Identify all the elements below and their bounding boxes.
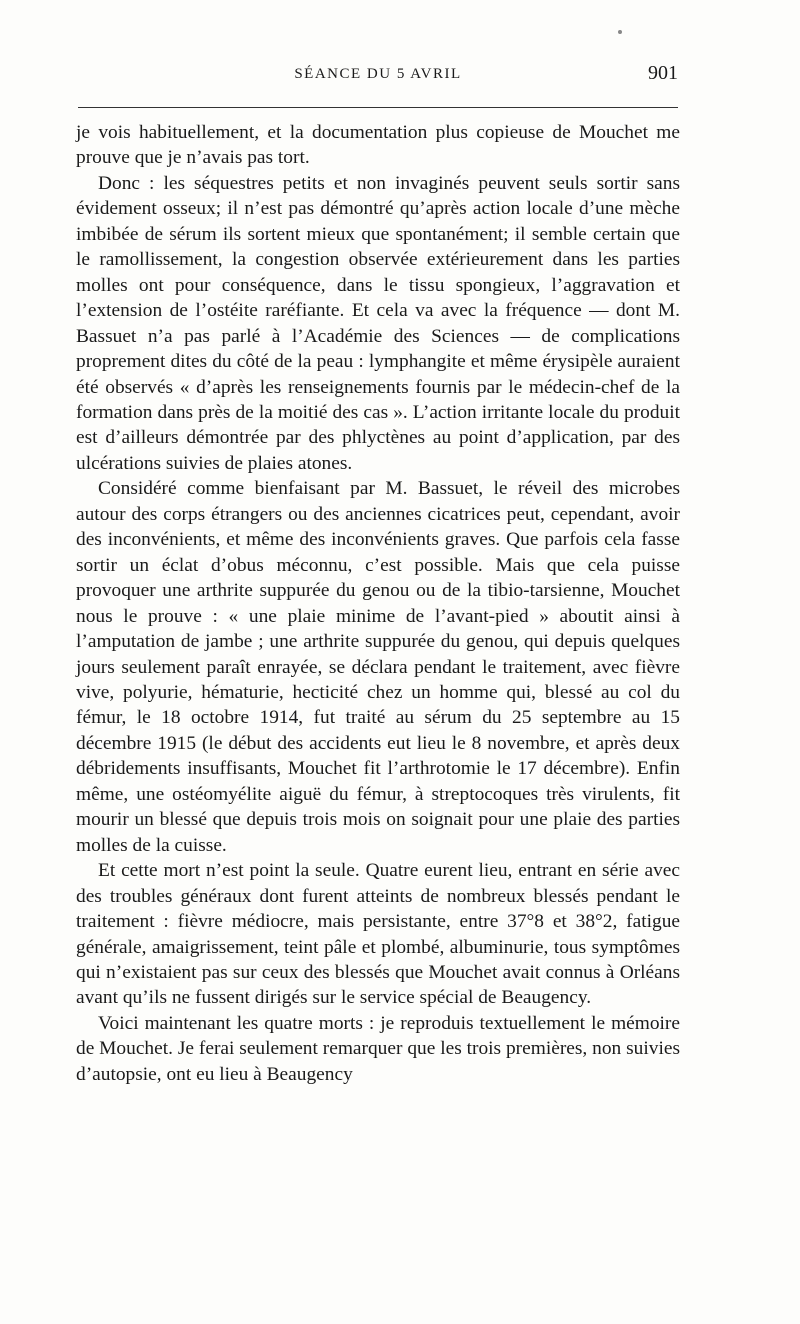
page-header bbox=[78, 62, 678, 88]
paragraph: Et cette mort n’est point la seule. Quatre eurent lieu, entrant en série avec des troubles généraux dont furent atteints de nombreux blessés pendant le traitement : fièvre médiocre, mais persistante, entre 37°8 et 38°2, fatigue générale, amaigrissement, teint pâle et plombé, albuminurie, tous symptômes qui n’existaient pas sur ceux des blessés que Mouchet avait connus à Orléans avant qu’ils ne fussent dirigés sur le service spécial de Beaugency. bbox=[76, 860, 680, 1009]
header-rule bbox=[78, 107, 678, 108]
page-number: 901 bbox=[648, 62, 678, 84]
ink-speck bbox=[618, 30, 622, 34]
paragraph: je vois habituellement, et la documentation plus copieuse de Mouchet me prouve que je n’avais pas tort. bbox=[76, 122, 680, 169]
running-head: SÉANCE DU 5 AVRIL bbox=[294, 66, 462, 82]
body-text bbox=[76, 120, 680, 1087]
paragraph: Voici maintenant les quatre morts : je reproduis textuellement le mémoire de Mouchet. Je ferai seulement remarquer que les trois premières, non suivies d’autopsie, ont eu lieu à Beaugency bbox=[76, 1012, 680, 1085]
paragraph: Donc : les séquestres petits et non invaginés peuvent seuls sortir sans évidement osseux; il n’est pas démontré qu’après action locale d’une mèche imbibée de sérum ils sortent mieux que spontanément; il semble certain que le ramollissement, la congestion observée extérieurement dans les parties molles ont pour conséquence, dans le tissu spongieux, l’aggravation et l’extension de l’ostéite raréfiante. Et cela va avec la fréquence — dont M. Bassuet n’a pas parlé à l’Académie des Sciences — de complications proprement dites du côté de la peau : lymphangite et même érysipèle auraient été observés « d’après les renseignements fournis par le médecin-chef de la formation dans près de la moitié des cas ». L’action irritante locale du produit est d’ailleurs démontrée par des phlyctènes au point d’application, par des ulcérations suivies de plaies atones. bbox=[76, 172, 680, 474]
paragraph: Considéré comme bienfaisant par M. Bassuet, le réveil des microbes autour des corps étrangers ou des anciennes cicatrices peut, cependant, avoir des inconvénients, et même des inconvénients graves. Que parfois cela fasse sortir un éclat d’obus méconnu, c’est possible. Mais que cela puisse provoquer une arthrite suppurée du genou ou de la tibio-tarsienne, Mouchet nous le prouve : « une plaie minime de l’avant-pied » aboutit ainsi à l’amputation de jambe ; une arthrite suppurée du genou, qui depuis quelques jours seulement paraît enrayée, se déclara pendant le traitement, avec fièvre vive, polyurie, hématurie, hecticité chez un homme qui, blessé au col du fémur, le 18 octobre 1914, fut traité au sérum du 25 septembre au 15 décembre 1915 (le début des accidents eut lieu le 8 novembre, et après deux débridements insuffisants, Mouchet fit l’arthrotomie le 17 décembre). Enfin même, une ostéomyélite aiguë du fémur, à streptocoques très virulents, fit mourir un blessé que depuis trois mois on soignait pour une plaie des parties molles de la cuisse. bbox=[76, 478, 680, 856]
